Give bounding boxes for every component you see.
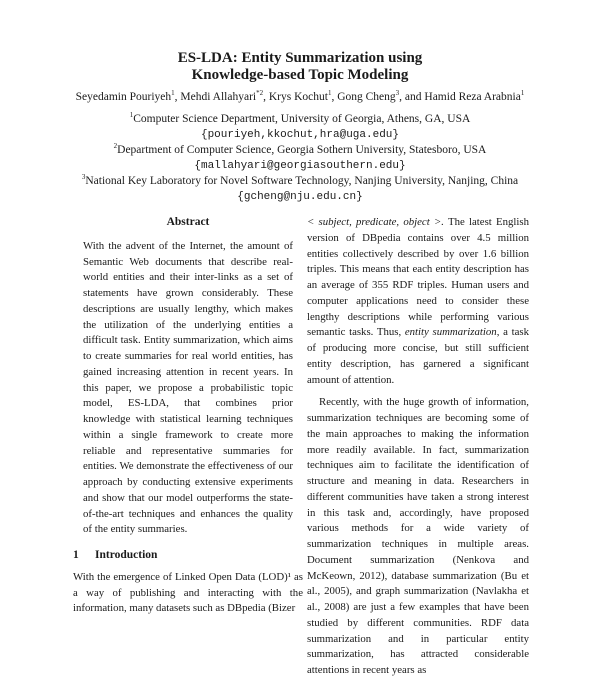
- author-5: and Hamid Reza Arabnia: [404, 91, 521, 103]
- author-1: Seyedamin Pouriyeh: [75, 91, 172, 103]
- affiliation-2: $^2$Department of Computer Science, Georgia Sothern University, Statesboro, USA: [113, 142, 487, 156]
- section-heading: [73, 548, 303, 564]
- author-5-sup: 1: [520, 89, 525, 98]
- author-2-sup: *2: [256, 89, 264, 98]
- affiliation-3-email: {gcheng@nju.edu.cn}: [237, 190, 363, 203]
- intro-paragraph: With the emergence of Linked Open Data (LOD)¹ as a way of publishing and interacting with the information, many datasets such as DBpedia (Bizer: [73, 570, 303, 615]
- title-line-2: Knowledge-based Topic Modeling: [191, 67, 409, 83]
- right-paragraph-2: Recently, with the huge growth of information, summarization techniques are becoming some of the main approaches to making the information more readily available. In fact, summarization techniques aim to facilitate the identification of structure and meaning in data. Researchers in different communities have taken a strong interest in this task and, accordingly, have proposed various methods for a wide variety of summarization techniques in multiple areas. Document summarization (Nenkova and McKeown, 2012), database summarization (Bu et al., 2005), and graph summarization (Navlakha et al., 2008) are just a few examples that have been studied by different communities. RDF data summarization and in particular entity summarization, has attracted considerable attentions in recent years as: [307, 396, 529, 676]
- emphasis-entity-summarization: entity summarization: [404, 326, 497, 339]
- affiliation-3: $^3$National Key Laboratory for Novel Software Technology, Nanjing University, Nanjing, China: [81, 173, 519, 187]
- right-column: [307, 215, 529, 679]
- author-2: Mehdi Allahyari: [180, 91, 257, 103]
- abstract-body: [73, 239, 303, 538]
- affiliation-1: $^1$Computer Science Department, University of Georgia, Athens, GA, USA: [129, 111, 471, 125]
- rdf-triple: < subject, predicate, object >.: [307, 216, 444, 228]
- abstract-text: With the advent of the Internet, the amount of Semantic Web documents that describe real-world entities and their inter-links as a set of statements have grown considerably. These descriptions are usually lengthy, which makes the utilization of the underlying entities a difficult task. Entity summarization, which aims to create summaries for real world entities, has gained increasing attention in recent years. In this paper, we propose a probabilistic topic model, ES-LDA, that combines prior knowledge with statistical learning techniques within a single framework to create more reliable and representative summaries for entities. We demonstrate the effectiveness of our approach by conducting extensive experiments and show that our model outperforms the state-of-the-art techniques and enhances the quality of the entity summaries.: [83, 239, 293, 536]
- author-3-sup: 1: [327, 89, 332, 98]
- paper-title: [0, 50, 600, 84]
- right-paragraph-1: < subject, predicate, object >. The latest English version of DBpedia contains over 4.5 million entities collectively described by over 1.6 billion triples. This means that each entity description has an average of 355 RDF triples. Human users and computer applications need to consider these lengthy descriptions while performing various semantic tasks. Thus, entity summarization, a task of producing more concise, but still sufficient entity description, has garnered a significant amount of attention.: [307, 216, 529, 386]
- title-line-1: ES-LDA: Entity Summarization using: [177, 50, 423, 66]
- section-title: Introduction: [95, 549, 158, 561]
- author-list: Seyedamin Pouriyeh$^1$, Mehdi Allahyari$^{*2}$, Krys Kochut$^1$, Gong Cheng$^3$, and Hamid Reza Arabnia$^1$: [75, 89, 525, 103]
- affiliation-2-email: {mallahyari@georgiasouthern.edu}: [194, 159, 406, 172]
- author-4: Gong Cheng: [337, 91, 396, 103]
- left-column: [73, 215, 303, 617]
- author-3: Krys Kochut: [268, 91, 328, 103]
- author-1-sup: 1: [171, 89, 175, 98]
- abstract-heading: Abstract: [166, 216, 210, 228]
- section-number: 1: [73, 549, 79, 561]
- affiliation-1-email: {pouriyeh,kkochut,hra@uga.edu}: [200, 128, 400, 141]
- author-4-sup: 3: [395, 89, 400, 98]
- affiliations: [0, 112, 600, 205]
